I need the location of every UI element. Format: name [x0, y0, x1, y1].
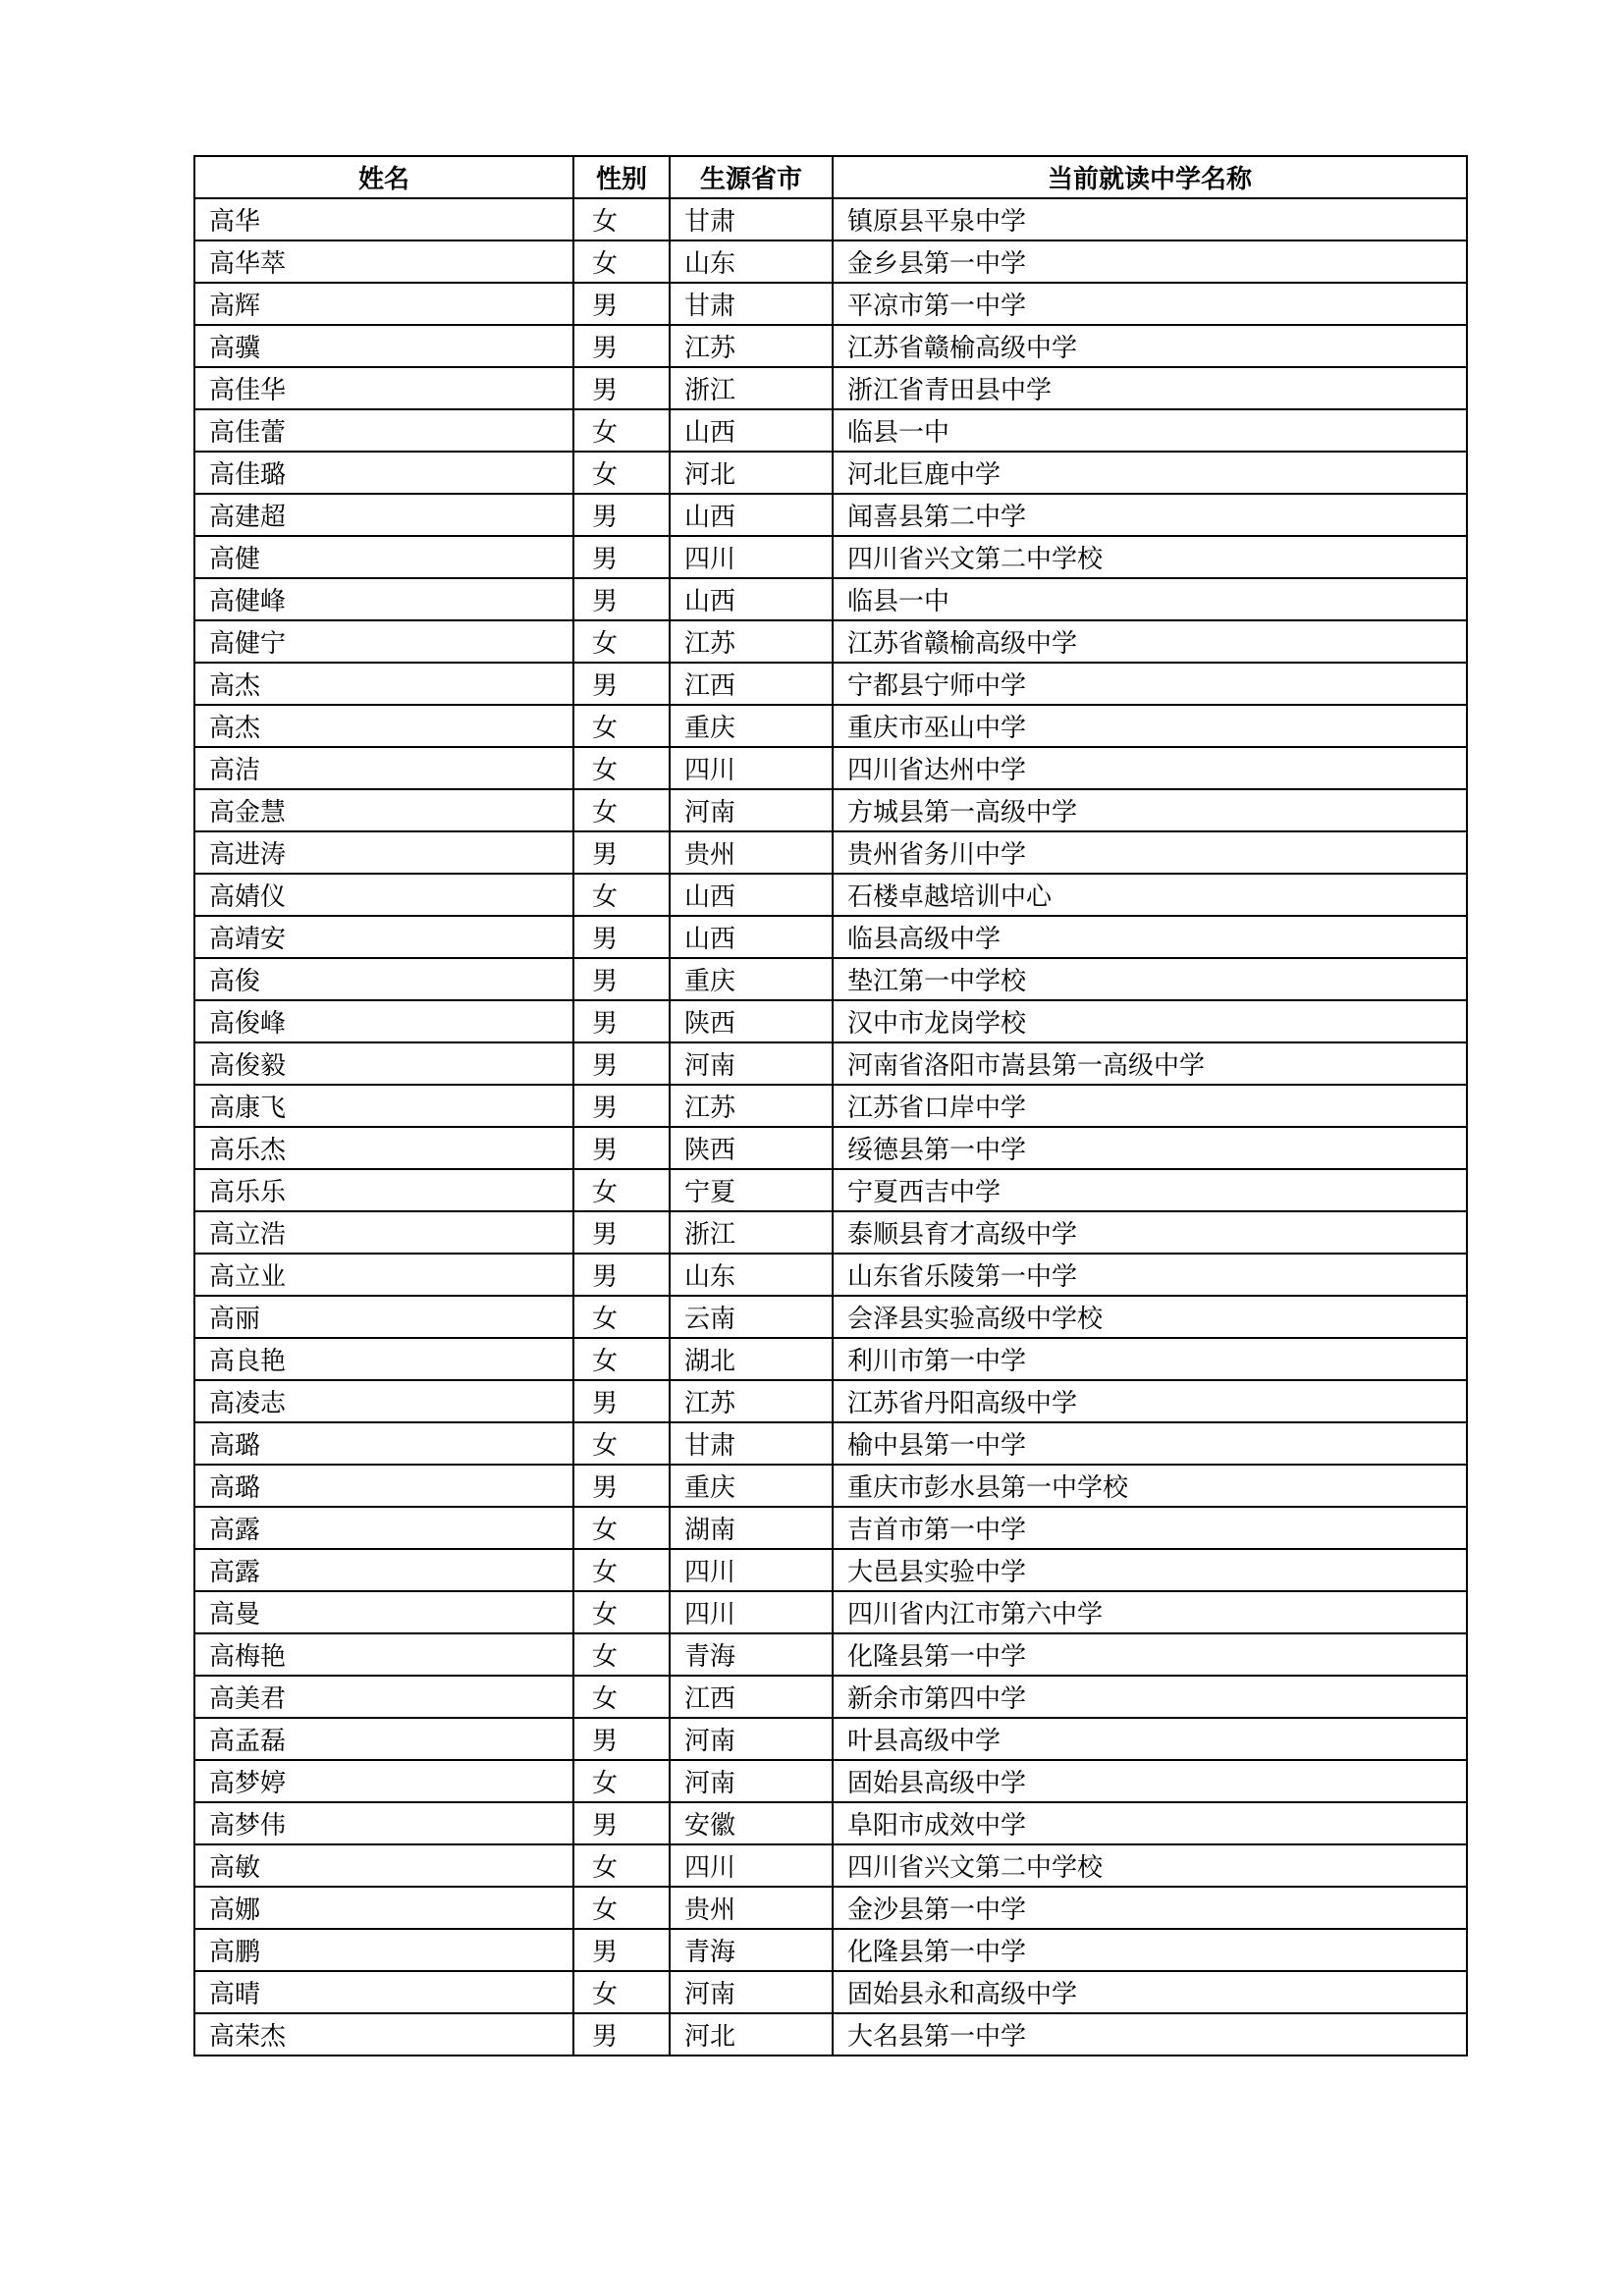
cell-province: 河南: [670, 1760, 833, 1802]
cell-name: 高立业: [194, 1254, 573, 1296]
table-row: [194, 1422, 1467, 1465]
cell-gender: 女: [573, 874, 670, 916]
cell-gender: 男: [573, 1000, 670, 1042]
table-row: [194, 1338, 1467, 1380]
table-row: [194, 1296, 1467, 1338]
table-row: [194, 494, 1467, 536]
cell-gender: 女: [573, 620, 670, 663]
cell-school: 重庆市彭水县第一中学校: [833, 1465, 1467, 1507]
cell-school: 贵州省务川中学: [833, 831, 1467, 874]
cell-gender: 男: [573, 1718, 670, 1760]
cell-name: 高璐: [194, 1465, 573, 1507]
table-row: [194, 1211, 1467, 1254]
cell-name: 高佳蕾: [194, 409, 573, 452]
cell-province: 山西: [670, 578, 833, 620]
cell-province: 四川: [670, 1549, 833, 1591]
table-row: [194, 409, 1467, 452]
table-row: [194, 1000, 1467, 1042]
cell-province: 江西: [670, 1676, 833, 1718]
cell-school: 固始县永和高级中学: [833, 1971, 1467, 2013]
table-row: [194, 958, 1467, 1000]
cell-province: 四川: [670, 1844, 833, 1887]
cell-province: 湖北: [670, 1338, 833, 1380]
table-row: [194, 283, 1467, 325]
cell-school: 闻喜县第二中学: [833, 494, 1467, 536]
student-table: [193, 155, 1468, 2056]
table-row: [194, 1549, 1467, 1591]
table-row: [194, 1042, 1467, 1085]
cell-school: 临县一中: [833, 409, 1467, 452]
cell-name: 高健峰: [194, 578, 573, 620]
cell-name: 高立浩: [194, 1211, 573, 1254]
cell-name: 高靖安: [194, 916, 573, 958]
cell-gender: 男: [573, 1254, 670, 1296]
cell-name: 高鹏: [194, 1929, 573, 1971]
table-row: [194, 1633, 1467, 1676]
table-row: [194, 198, 1467, 240]
cell-gender: 女: [573, 1338, 670, 1380]
cell-name: 高佳璐: [194, 452, 573, 494]
cell-name: 高乐乐: [194, 1169, 573, 1211]
table-row: [194, 1127, 1467, 1169]
cell-gender: 男: [573, 1380, 670, 1422]
table-row: [194, 452, 1467, 494]
cell-school: 化隆县第一中学: [833, 1633, 1467, 1676]
cell-school: 河北巨鹿中学: [833, 452, 1467, 494]
cell-province: 重庆: [670, 1465, 833, 1507]
cell-name: 高进涛: [194, 831, 573, 874]
cell-province: 浙江: [670, 1211, 833, 1254]
cell-gender: 男: [573, 831, 670, 874]
cell-school: 固始县高级中学: [833, 1760, 1467, 1802]
cell-name: 高梅艳: [194, 1633, 573, 1676]
cell-gender: 女: [573, 747, 670, 789]
cell-name: 高骥: [194, 325, 573, 367]
cell-name: 高梦伟: [194, 1802, 573, 1844]
cell-province: 浙江: [670, 367, 833, 409]
cell-province: 青海: [670, 1929, 833, 1971]
cell-province: 山西: [670, 916, 833, 958]
cell-name: 高丽: [194, 1296, 573, 1338]
cell-name: 高乐杰: [194, 1127, 573, 1169]
table-row: [194, 1465, 1467, 1507]
cell-school: 江苏省赣榆高级中学: [833, 620, 1467, 663]
cell-school: 四川省兴文第二中学校: [833, 536, 1467, 578]
cell-school: 临县高级中学: [833, 916, 1467, 958]
cell-province: 江苏: [670, 1085, 833, 1127]
cell-name: 高婧仪: [194, 874, 573, 916]
cell-gender: 女: [573, 1971, 670, 2013]
cell-gender: 女: [573, 1676, 670, 1718]
cell-name: 高康飞: [194, 1085, 573, 1127]
cell-name: 高洁: [194, 747, 573, 789]
cell-name: 高孟磊: [194, 1718, 573, 1760]
table-row: [194, 325, 1467, 367]
cell-province: 云南: [670, 1296, 833, 1338]
cell-school: 大邑县实验中学: [833, 1549, 1467, 1591]
cell-gender: 男: [573, 1211, 670, 1254]
cell-province: 四川: [670, 747, 833, 789]
cell-province: 安徽: [670, 1802, 833, 1844]
cell-name: 高杰: [194, 663, 573, 705]
cell-school: 镇原县平泉中学: [833, 198, 1467, 240]
table-row: [194, 1929, 1467, 1971]
header-province: 生源省市: [670, 156, 833, 198]
header-gender: 性别: [573, 156, 670, 198]
table-row: [194, 240, 1467, 283]
cell-school: 利川市第一中学: [833, 1338, 1467, 1380]
cell-province: 河北: [670, 452, 833, 494]
table-row: [194, 1591, 1467, 1633]
table-row: [194, 1802, 1467, 1844]
cell-school: 吉首市第一中学: [833, 1507, 1467, 1549]
cell-gender: 女: [573, 452, 670, 494]
cell-name: 高荣杰: [194, 2013, 573, 2056]
table-row: [194, 1254, 1467, 1296]
table-row: [194, 1507, 1467, 1549]
cell-name: 高金慧: [194, 789, 573, 831]
cell-gender: 男: [573, 325, 670, 367]
cell-province: 山西: [670, 494, 833, 536]
cell-province: 山东: [670, 240, 833, 283]
table-row: [194, 1887, 1467, 1929]
cell-gender: 女: [573, 705, 670, 747]
cell-gender: 女: [573, 1591, 670, 1633]
cell-gender: 女: [573, 1887, 670, 1929]
cell-province: 四川: [670, 536, 833, 578]
cell-province: 山东: [670, 1254, 833, 1296]
cell-province: 四川: [670, 1591, 833, 1633]
cell-gender: 男: [573, 1127, 670, 1169]
table-row: [194, 747, 1467, 789]
cell-school: 阜阳市成效中学: [833, 1802, 1467, 1844]
cell-province: 重庆: [670, 958, 833, 1000]
cell-gender: 女: [573, 789, 670, 831]
cell-name: 高梦婷: [194, 1760, 573, 1802]
cell-school: 汉中市龙岗学校: [833, 1000, 1467, 1042]
table-row: [194, 1169, 1467, 1211]
cell-name: 高建超: [194, 494, 573, 536]
cell-school: 绥德县第一中学: [833, 1127, 1467, 1169]
cell-name: 高美君: [194, 1676, 573, 1718]
table-row: [194, 705, 1467, 747]
cell-name: 高凌志: [194, 1380, 573, 1422]
cell-province: 甘肃: [670, 1422, 833, 1465]
cell-school: 垫江第一中学校: [833, 958, 1467, 1000]
cell-school: 宁夏西吉中学: [833, 1169, 1467, 1211]
table-row: [194, 1971, 1467, 2013]
cell-gender: 女: [573, 1296, 670, 1338]
cell-school: 新余市第四中学: [833, 1676, 1467, 1718]
header-school: 当前就读中学名称: [833, 156, 1467, 198]
table-row: [194, 663, 1467, 705]
cell-name: 高华: [194, 198, 573, 240]
cell-gender: 男: [573, 1042, 670, 1085]
cell-school: 四川省兴文第二中学校: [833, 1844, 1467, 1887]
cell-gender: 女: [573, 1633, 670, 1676]
cell-school: 石楼卓越培训中心: [833, 874, 1467, 916]
table-row: [194, 2013, 1467, 2056]
cell-province: 河南: [670, 1042, 833, 1085]
header-name: 姓名: [194, 156, 573, 198]
cell-name: 高敏: [194, 1844, 573, 1887]
cell-province: 江西: [670, 663, 833, 705]
cell-name: 高俊峰: [194, 1000, 573, 1042]
cell-province: 河南: [670, 789, 833, 831]
table-row: [194, 789, 1467, 831]
cell-gender: 男: [573, 1802, 670, 1844]
table-row: [194, 1760, 1467, 1802]
cell-province: 山西: [670, 874, 833, 916]
cell-name: 高晴: [194, 1971, 573, 2013]
cell-gender: 女: [573, 1422, 670, 1465]
cell-name: 高辉: [194, 283, 573, 325]
cell-gender: 男: [573, 536, 670, 578]
cell-name: 高露: [194, 1549, 573, 1591]
table-row: [194, 578, 1467, 620]
cell-school: 化隆县第一中学: [833, 1929, 1467, 1971]
cell-school: 江苏省赣榆高级中学: [833, 325, 1467, 367]
cell-name: 高健宁: [194, 620, 573, 663]
cell-province: 陕西: [670, 1000, 833, 1042]
cell-school: 会泽县实验高级中学校: [833, 1296, 1467, 1338]
cell-name: 高良艳: [194, 1338, 573, 1380]
table-row: [194, 1085, 1467, 1127]
table-row: [194, 831, 1467, 874]
cell-gender: 男: [573, 2013, 670, 2056]
cell-gender: 女: [573, 1169, 670, 1211]
cell-province: 陕西: [670, 1127, 833, 1169]
cell-gender: 男: [573, 578, 670, 620]
cell-school: 平凉市第一中学: [833, 283, 1467, 325]
cell-name: 高曼: [194, 1591, 573, 1633]
table-row: [194, 620, 1467, 663]
table-header-row: [194, 156, 1467, 198]
cell-school: 四川省达州中学: [833, 747, 1467, 789]
cell-school: 金乡县第一中学: [833, 240, 1467, 283]
table-row: [194, 1844, 1467, 1887]
cell-province: 宁夏: [670, 1169, 833, 1211]
cell-province: 贵州: [670, 1887, 833, 1929]
cell-school: 河南省洛阳市嵩县第一高级中学: [833, 1042, 1467, 1085]
cell-school: 宁都县宁师中学: [833, 663, 1467, 705]
cell-name: 高俊毅: [194, 1042, 573, 1085]
cell-gender: 女: [573, 198, 670, 240]
cell-name: 高华萃: [194, 240, 573, 283]
table-row: [194, 536, 1467, 578]
table-row: [194, 916, 1467, 958]
cell-name: 高璐: [194, 1422, 573, 1465]
cell-school: 临县一中: [833, 578, 1467, 620]
cell-school: 泰顺县育才高级中学: [833, 1211, 1467, 1254]
cell-gender: 女: [573, 1549, 670, 1591]
cell-province: 甘肃: [670, 198, 833, 240]
cell-province: 江苏: [670, 1380, 833, 1422]
cell-name: 高健: [194, 536, 573, 578]
cell-province: 江苏: [670, 325, 833, 367]
cell-gender: 女: [573, 409, 670, 452]
table-row: [194, 367, 1467, 409]
cell-gender: 男: [573, 1465, 670, 1507]
table-row: [194, 1380, 1467, 1422]
cell-province: 甘肃: [670, 283, 833, 325]
cell-gender: 男: [573, 1085, 670, 1127]
cell-school: 榆中县第一中学: [833, 1422, 1467, 1465]
cell-school: 江苏省口岸中学: [833, 1085, 1467, 1127]
table-row: [194, 1718, 1467, 1760]
cell-province: 河南: [670, 1971, 833, 2013]
table-row: [194, 874, 1467, 916]
cell-gender: 男: [573, 958, 670, 1000]
cell-gender: 女: [573, 1844, 670, 1887]
cell-name: 高杰: [194, 705, 573, 747]
cell-province: 贵州: [670, 831, 833, 874]
cell-gender: 男: [573, 916, 670, 958]
table-row: [194, 1676, 1467, 1718]
cell-gender: 男: [573, 663, 670, 705]
cell-province: 江苏: [670, 620, 833, 663]
cell-name: 高娜: [194, 1887, 573, 1929]
cell-school: 叶县高级中学: [833, 1718, 1467, 1760]
cell-school: 金沙县第一中学: [833, 1887, 1467, 1929]
cell-province: 湖南: [670, 1507, 833, 1549]
cell-province: 重庆: [670, 705, 833, 747]
cell-school: 重庆市巫山中学: [833, 705, 1467, 747]
cell-name: 高佳华: [194, 367, 573, 409]
cell-gender: 男: [573, 367, 670, 409]
cell-school: 江苏省丹阳高级中学: [833, 1380, 1467, 1422]
cell-gender: 男: [573, 283, 670, 325]
cell-school: 大名县第一中学: [833, 2013, 1467, 2056]
cell-school: 四川省内江市第六中学: [833, 1591, 1467, 1633]
cell-school: 方城县第一高级中学: [833, 789, 1467, 831]
cell-province: 青海: [670, 1633, 833, 1676]
cell-school: 浙江省青田县中学: [833, 367, 1467, 409]
cell-province: 山西: [670, 409, 833, 452]
cell-gender: 男: [573, 1929, 670, 1971]
cell-province: 河南: [670, 1718, 833, 1760]
cell-gender: 女: [573, 240, 670, 283]
cell-gender: 男: [573, 494, 670, 536]
cell-name: 高俊: [194, 958, 573, 1000]
cell-province: 河北: [670, 2013, 833, 2056]
cell-school: 山东省乐陵第一中学: [833, 1254, 1467, 1296]
cell-gender: 女: [573, 1507, 670, 1549]
cell-gender: 女: [573, 1760, 670, 1802]
cell-name: 高露: [194, 1507, 573, 1549]
